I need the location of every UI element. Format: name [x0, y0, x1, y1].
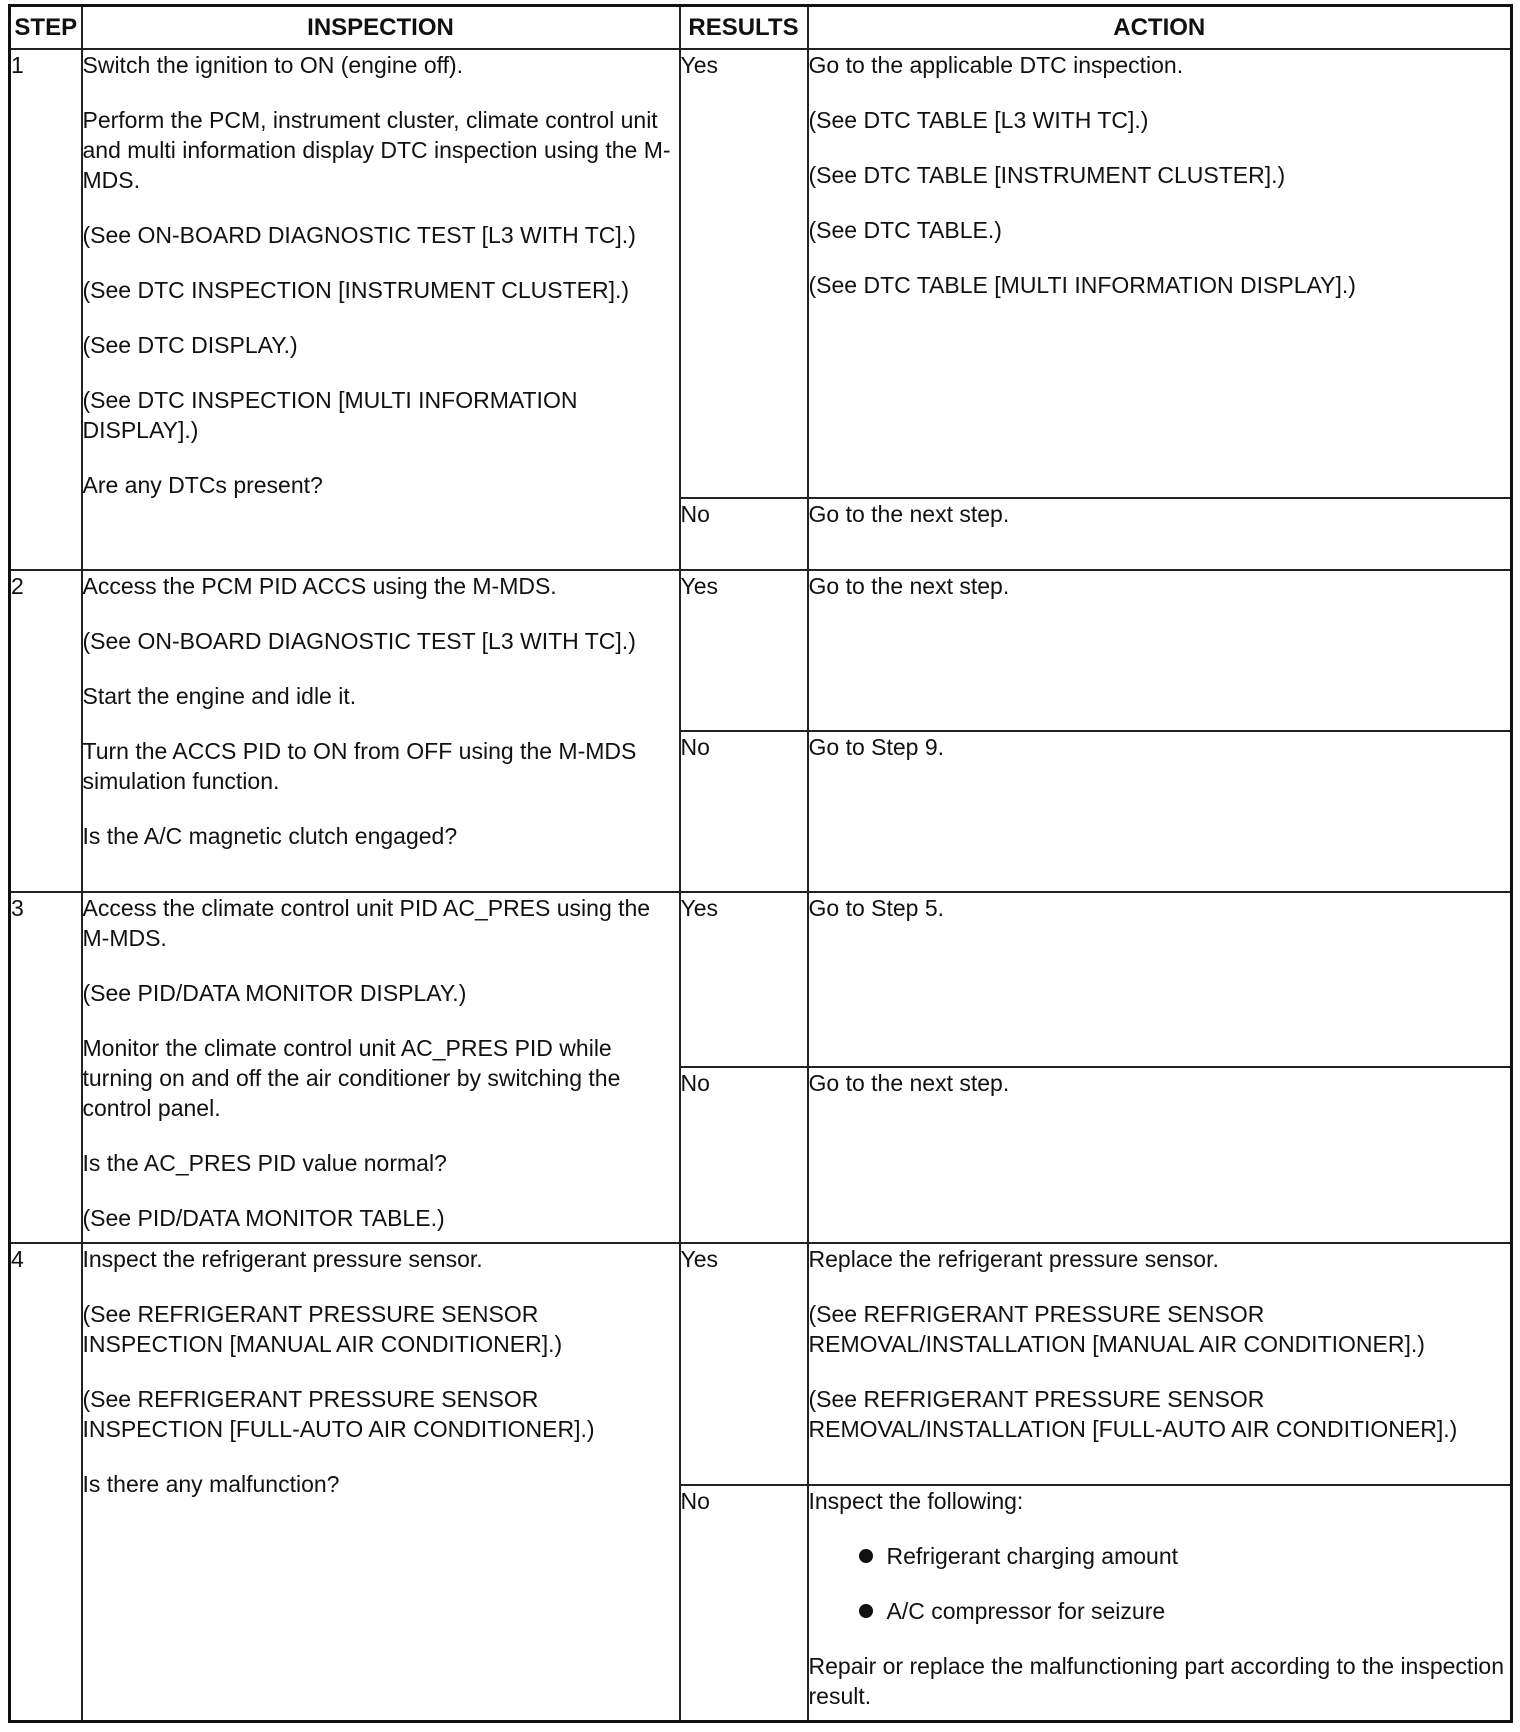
action-text: Go to Step 9. — [808, 734, 945, 760]
inspection-cell — [82, 1243, 680, 1721]
inspection-text: (See REFRIGERANT PRESSURE SENSOR INSPECTION [MANUAL AIR CONDITIONER].) — [82, 1301, 563, 1357]
action-text: Go to the applicable DTC inspection. — [808, 52, 1184, 78]
list-item-text: Refrigerant charging amount — [886, 1543, 1178, 1569]
inspection-text: (See DTC INSPECTION [INSTRUMENT CLUSTER].) — [82, 277, 630, 303]
result-yes: Yes — [680, 1243, 808, 1485]
action-text: (See DTC TABLE [MULTI INFORMATION DISPLAY].) — [808, 272, 1356, 298]
table-row — [10, 570, 1512, 731]
action-cell — [808, 1243, 1512, 1485]
inspection-cell — [82, 892, 680, 1243]
action-cell — [808, 498, 1512, 570]
list-item — [857, 1596, 1511, 1626]
inspection-text: Turn the ACCS PID to ON from OFF using the M-MDS simulation function. — [82, 738, 637, 794]
result-yes: Yes — [680, 892, 808, 1067]
action-cell — [808, 892, 1512, 1067]
inspection-text: Are any DTCs present? — [82, 472, 323, 498]
header-row — [10, 6, 1512, 50]
inspection-text: Start the engine and idle it. — [82, 683, 357, 709]
header-action: ACTION — [808, 6, 1512, 50]
action-text: (See DTC TABLE [INSTRUMENT CLUSTER].) — [808, 162, 1286, 188]
inspection-text: Is there any malfunction? — [82, 1471, 340, 1497]
table-row — [10, 1243, 1512, 1485]
inspection-text: (See PID/DATA MONITOR TABLE.) — [82, 1205, 445, 1231]
result-no: No — [680, 498, 808, 570]
table-row — [10, 892, 1512, 1067]
action-cell — [808, 49, 1512, 498]
result-no: No — [680, 731, 808, 892]
result-yes: Yes — [680, 570, 808, 731]
list-item-text: A/C compressor for seizure — [886, 1598, 1166, 1624]
inspection-text: Perform the PCM, instrument cluster, climate control unit and multi information display DTC inspection using the M-MDS. — [82, 107, 671, 193]
header-results: RESULTS — [680, 6, 808, 50]
inspection-text: Switch the ignition to ON (engine off). — [82, 52, 464, 78]
inspection-text: Inspect the refrigerant pressure sensor. — [82, 1246, 483, 1272]
inspection-checklist — [809, 1541, 1511, 1626]
inspection-text: Access the PCM PID ACCS using the M-MDS. — [82, 573, 557, 599]
action-text: Inspect the following: — [808, 1488, 1024, 1514]
inspection-cell — [82, 570, 680, 892]
action-text: (See DTC TABLE [L3 WITH TC].) — [808, 107, 1149, 133]
action-text: Replace the refrigerant pressure sensor. — [808, 1246, 1219, 1272]
table-row — [10, 49, 1512, 498]
bullet-icon — [859, 1549, 873, 1563]
diagnostic-procedure-table — [8, 4, 1513, 1723]
action-cell — [808, 570, 1512, 731]
step-number: 1 — [10, 49, 82, 570]
step-number: 4 — [10, 1243, 82, 1721]
action-text: Go to the next step. — [808, 1070, 1010, 1096]
result-no: No — [680, 1067, 808, 1243]
action-text: Repair or replace the malfunctioning part according to the inspection result. — [808, 1653, 1505, 1709]
inspection-cell — [82, 49, 680, 570]
inspection-text: (See ON-BOARD DIAGNOSTIC TEST [L3 WITH TC].) — [82, 222, 636, 248]
step-number: 2 — [10, 570, 82, 892]
action-cell — [808, 731, 1512, 892]
action-text: (See DTC TABLE.) — [808, 217, 1002, 243]
inspection-text: Access the climate control unit PID AC_PRES using the M-MDS. — [82, 895, 651, 951]
action-text: Go to the next step. — [808, 501, 1010, 527]
inspection-text: Is the A/C magnetic clutch engaged? — [82, 823, 458, 849]
action-cell — [808, 1067, 1512, 1243]
list-item — [857, 1541, 1511, 1571]
header-step: STEP — [10, 6, 82, 50]
inspection-text: Monitor the climate control unit AC_PRES PID while turning on and off the air conditioner by switching the control panel. — [82, 1035, 621, 1121]
bullet-icon — [859, 1604, 873, 1618]
action-text: (See REFRIGERANT PRESSURE SENSOR REMOVAL/INSTALLATION [MANUAL AIR CONDITIONER].) — [808, 1301, 1425, 1357]
action-text: Go to the next step. — [808, 573, 1010, 599]
inspection-text: (See PID/DATA MONITOR DISPLAY.) — [82, 980, 467, 1006]
action-cell — [808, 1485, 1512, 1721]
header-inspection: INSPECTION — [82, 6, 680, 50]
inspection-text: (See ON-BOARD DIAGNOSTIC TEST [L3 WITH TC].) — [82, 628, 636, 654]
step-number: 3 — [10, 892, 82, 1243]
inspection-text: (See REFRIGERANT PRESSURE SENSOR INSPECTION [FULL-AUTO AIR CONDITIONER].) — [82, 1386, 595, 1442]
inspection-text: Is the AC_PRES PID value normal? — [82, 1150, 447, 1176]
inspection-text: (See DTC DISPLAY.) — [82, 332, 298, 358]
inspection-text: (See DTC INSPECTION [MULTI INFORMATION DISPLAY].) — [82, 387, 578, 443]
result-yes: Yes — [680, 49, 808, 498]
result-no: No — [680, 1485, 808, 1721]
action-text: Go to Step 5. — [808, 895, 945, 921]
action-text: (See REFRIGERANT PRESSURE SENSOR REMOVAL/INSTALLATION [FULL-AUTO AIR CONDITIONER].) — [808, 1386, 1458, 1442]
